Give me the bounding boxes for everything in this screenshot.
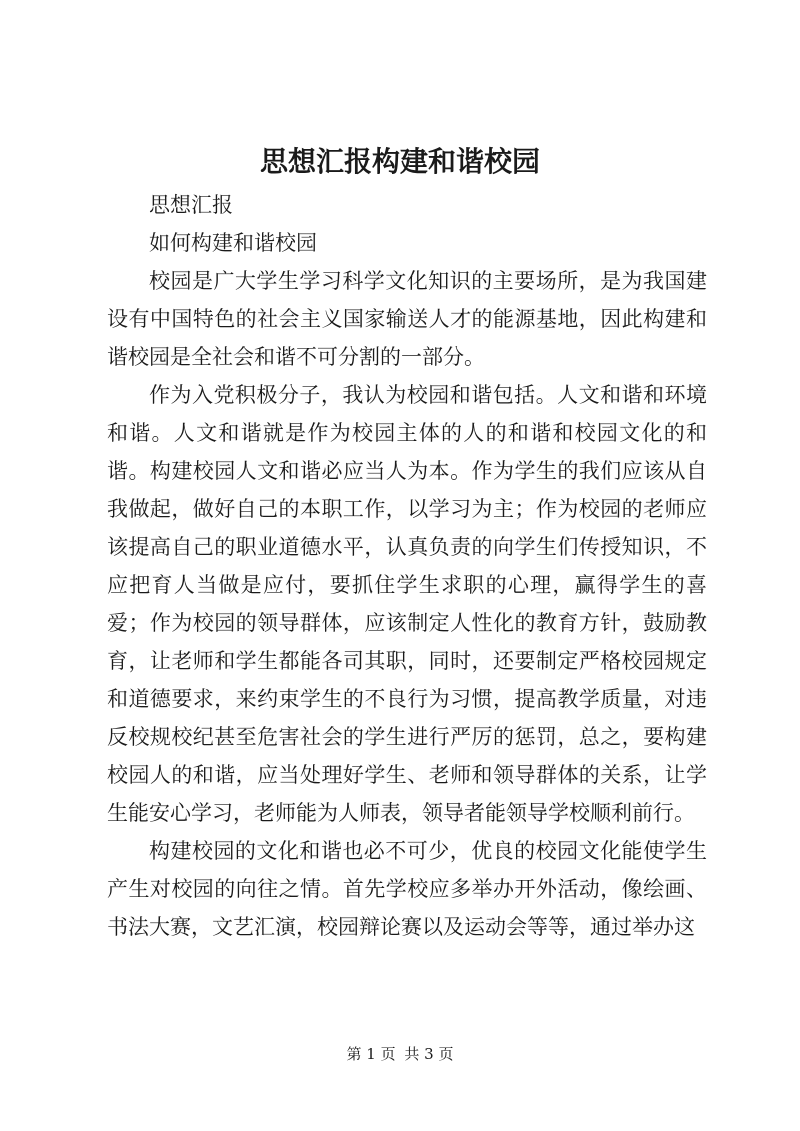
page-total: 共 3 页 — [404, 1045, 454, 1063]
paragraph: 构建校园的文化和谐也必不可少，优良的校园文化能使学生产生对校园的向往之情。首先学校应多举办开外活动，像绘画、书法大赛，文艺汇演，校园辩论赛以及运动会等等，通过举办这 — [107, 839, 707, 939]
paragraph: 作为入党积极分子，我认为校园和谐包括。人文和谐和环境和谐。人文和谐就是作为校园主体的人的和谐和校园文化的和谐。构建校园人文和谐必应当人为本。作为学生的我们应该从自我做起，做好自己的本职工作，以学习为主；作为校园的老师应该提高自己的职业道德水平，认真负责的向学生们传授知识，不应把育人当做是应付，要抓住学生求职的心理，赢得学生的喜爱；作为校园的领导群体，应该制定人性化的教育方针，鼓励教育，让老师和学生都能各司其职，同时，还要制定严格校园规定和道德要求，来约束学生的不良行为习惯，提高教学质量，对违反校规校纪甚至危害社会的学生进行严厉的惩罚，总之，要构建校园人的和谐，应当处理好学生、老师和领导群体的关系，让学生能安心学习，老师能为人师表，领导者能领导学校顺利前行。 — [107, 383, 707, 825]
page-footer — [0, 1044, 800, 1064]
paragraph: 校园是广大学生学习科学文化知识的主要场所，是为我国建设有中国特色的社会主义国家输送人才的能源基地，因此构建和谐校园是全社会和谐不可分割的一部分。 — [107, 269, 707, 369]
paragraph: 思想汇报 — [149, 193, 233, 217]
paragraph: 如何构建和谐校园 — [149, 231, 317, 255]
page-number: 第 1 页 — [346, 1045, 396, 1063]
document-title: 思想汇报构建和谐校园 — [259, 145, 540, 178]
document-body — [107, 186, 707, 946]
